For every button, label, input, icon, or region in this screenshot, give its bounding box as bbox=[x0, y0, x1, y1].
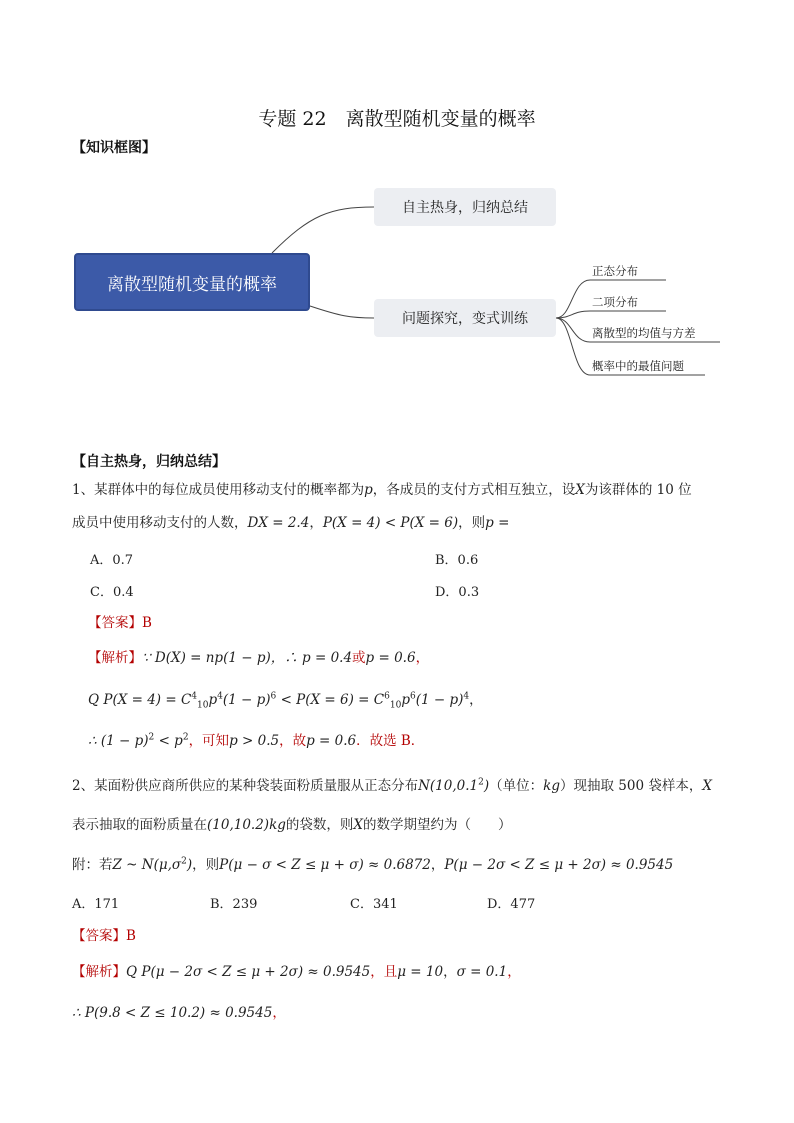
q1-option-c: C．0.4 bbox=[90, 585, 134, 600]
q2-answer: 【答案】B bbox=[72, 928, 136, 944]
q1-answer: 【答案】B bbox=[88, 615, 152, 631]
page-title: 专题 22 离散型随机变量的概率 bbox=[258, 108, 536, 130]
section-heading-warmup: 【自主热身，归纳总结】 bbox=[72, 454, 226, 470]
q1-line1: 1、某群体中的每位成员使用移动支付的概率都为p，各成员的支付方式相互独立，设X为该群体的 10 位 bbox=[72, 482, 692, 498]
mindmap-leaf-mean-variance: 离散型的均值与方差 bbox=[592, 326, 696, 340]
mindmap-branch-warmup: 自主热身，归纳总结 bbox=[374, 188, 556, 226]
q2-option-d: D．477 bbox=[487, 897, 536, 912]
mindmap-leaf-extremum: 概率中的最值问题 bbox=[592, 359, 684, 373]
q1-option-a: A．0.7 bbox=[90, 553, 134, 568]
q2-option-c: C．341 bbox=[350, 897, 398, 912]
mindmap-root-node: 离散型随机变量的概率 bbox=[74, 253, 310, 311]
q1-option-b: B．0.6 bbox=[435, 553, 479, 568]
mindmap-leaf-binomial: 二项分布 bbox=[592, 295, 638, 309]
section-heading-framework: 【知识框图】 bbox=[72, 140, 156, 156]
mindmap-leaf-normal: 正态分布 bbox=[592, 264, 638, 278]
mindmap-diagram bbox=[60, 170, 740, 390]
q1-analysis-line2: Q $P(X = 4) = C^4_{10}p^4(1 - p)^6 < P(X = 6) = C^6_{10}p^6(1 - p)^4$， bbox=[88, 691, 483, 711]
mindmap-branch-explore: 问题探究，变式训练 bbox=[374, 299, 556, 337]
q2-line1: 2、某面粉供应商所供应的某种袋装面粉质量服从正态分布N(10,0.1$^2$)（单位：kg）现抽取 500 袋样本，X bbox=[72, 777, 712, 794]
q1-analysis-line1: 【解析】∵ D(X) = np(1 − p)，∴ p = 0.4或p = 0.6， bbox=[88, 650, 430, 666]
q2-analysis-line2: ∴ P(9.8 < Z ≤ 10.2) ≈ 0.9545， bbox=[72, 1005, 286, 1021]
q1-analysis-line3: ∴ $(1 - p)^2 < p^2$，可知p > 0.5，故p = 0.6．故选 B． bbox=[88, 732, 425, 749]
q2-note: 附：若Z ~ $N(\mu,\sigma^2)$，则P(μ − σ < Z ≤ μ + σ) ≈ 0.6872，P(μ − 2σ < Z ≤ μ + 2σ) ≈ 0.9545 bbox=[72, 856, 674, 873]
q1-option-d: D．0.3 bbox=[435, 585, 480, 600]
q2-option-a: A．171 bbox=[72, 897, 120, 912]
q2-option-b: B．239 bbox=[210, 897, 258, 912]
q2-analysis-line1: 【解析】Q P(μ − 2σ < Z ≤ μ + 2σ) ≈ 0.9545，且μ = 10，σ = 0.1， bbox=[72, 964, 521, 980]
q2-line2: 表示抽取的面粉质量在(10,10.2)kg的袋数，则X的数学期望约为（ ） bbox=[72, 817, 512, 833]
q1-line2: 成员中使用移动支付的人数，DX = 2.4，P(X = 4) < P(X = 6)，则p = bbox=[72, 515, 510, 531]
